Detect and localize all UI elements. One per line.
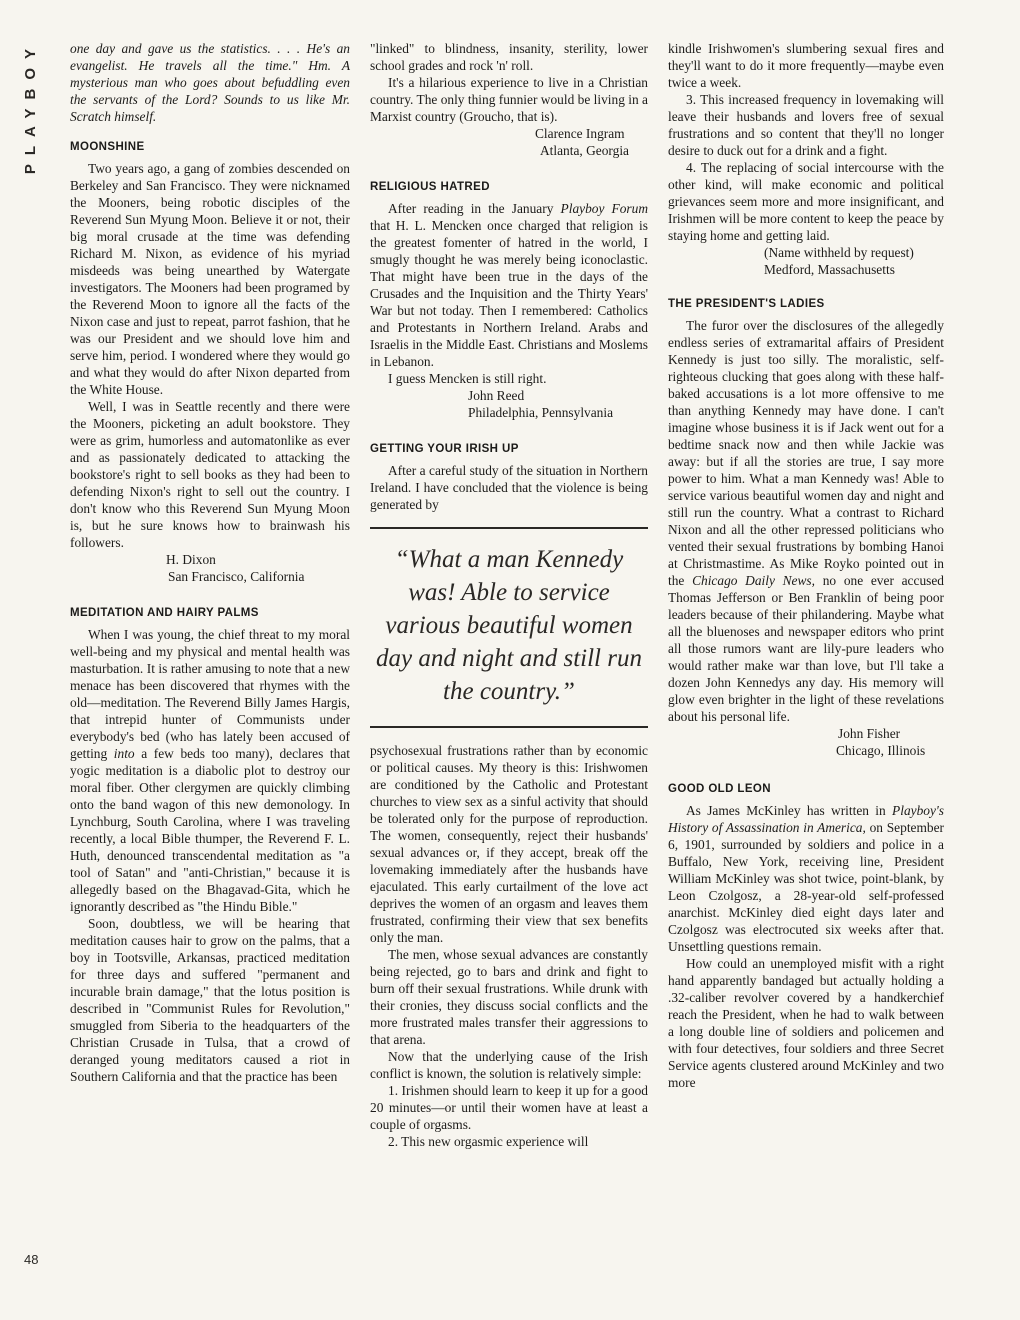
paragraph: Now that the underlying cause of the Irish conflict is known, the solution is relatively simple: (370, 1049, 648, 1081)
emphasis: into (113, 746, 135, 761)
paragraph: It's a hilarious experience to live in a Christian country. The only thing funnier would be living in a Marxist country (Groucho, that is). (370, 75, 648, 124)
intro-italic-note: one day and gave us the statistics. . . . He's an evangelist. He travels all the time." Hm. A mysterious man who goes about befuddling even the servants of the Lord? Sounds to us like Mr. Scratch himself. (70, 41, 350, 124)
signature-place: Philadelphia, Pennsylvania (468, 405, 614, 420)
paragraph: After a careful study of the situation in Northern Ireland. I have concluded that the violence is being generated by (370, 463, 648, 512)
text-run: no one ever accused Thomas Jefferson or Ben Franklin of being poor leaders because of their philandering. Maybe what all the bluenoses and newspaper editors who print all those rumors want are lily-pure leaders who would rather make war than love, but I'll take a dozen John Kennedys any day. His memory will glow even brighter in the light of these revelations about his personal life. (668, 573, 944, 724)
signature-block (70, 551, 350, 585)
heading-meditation: MEDITATION AND HAIRY PALMS (70, 607, 259, 619)
emphasis: Playboy's History of Assassination in America, (668, 803, 944, 835)
paragraph: psychosexual frustrations rather than by economic or political causes. My theory is this: Irishwomen are conditioned by the Catholic and Protestant churches to view sex as a sinful activity that should be tolerated only for the purpose of reproduction. The women, consequently, reject their husbands' sexual advances or, if they accept, break off the lovemaking immediately after the husbands have ejaculated. This early curtailment of the love act deprives the women of an orgasm and leaves them frustrated, confirming their view that sex benefits only the man. (370, 743, 648, 945)
signature-block (668, 244, 944, 278)
column-2 (370, 40, 648, 1150)
column-3 (668, 40, 944, 1091)
signature-block (370, 387, 648, 421)
paragraph: 2. This new orgasmic experience will (388, 1134, 589, 1149)
paragraph: "linked" to blindness, insanity, sterility, lower school grades and rock 'n' roll. (370, 41, 648, 73)
signature-block (668, 725, 944, 759)
paragraph (668, 802, 944, 955)
signature-name: John Reed (468, 388, 525, 403)
heading-presidents-ladies: THE PRESIDENT'S LADIES (668, 298, 825, 310)
paragraph: 4. The replacing of social intercourse with the other kind, will make economic and political grievances seem more and more insignificant, and Irishmen will be more content to keep the peace by staying home and getting laid. (668, 160, 944, 243)
signature-name: Clarence Ingram (535, 126, 625, 141)
paragraph: How could an unemployed misfit with a right hand apparently bandaged but actually holding a .32-caliber revolver covered by a handkerchief reach the President, when he had to walk between a long double line of soldiers and policemen and with four detectives, four soldiers and three Secret Service agents clustered around McKinley and two more (668, 956, 944, 1090)
heading-getting-your-irish-up: GETTING YOUR IRISH UP (370, 443, 519, 455)
paragraph (668, 317, 944, 725)
heading-religious-hatred: RELIGIOUS HATRED (370, 181, 490, 193)
paragraph: 1. Irishmen should learn to keep it up for a good 20 minutes—or until their women have at least a couple of orgasms. (370, 1083, 648, 1132)
heading-good-old-leon: GOOD OLD LEON (668, 783, 771, 795)
magazine-spine-title: PLAYBOY (22, 40, 39, 175)
text-run: The furor over the disclosures of the allegedly endless series of extramarital affairs of President Kennedy is just too silly. The moralistic, self-righteous clucking that goes along with these half-baked accusations is a lot more offensive to me than anything Kennedy may have done. I can't imagine whose business it is if Jack went out for a bedtime snack now and then while Jackie was away: but if all the stories are true, I say more power to him. What a man Kennedy was! Able to service various beautiful women day and night and still run the country. What a contrast to Richard Nixon and all the other repressed politicians who vented their sexual frustrations by bombing Hanoi at Christmastime. As Mike Royko pointed out in the (668, 318, 944, 588)
signature-block (370, 125, 648, 159)
signature-name: John Fisher (838, 726, 901, 741)
signature-place: Atlanta, Georgia (540, 143, 629, 158)
pull-quote: “What a man Kennedy was! Able to service various beautiful women day and night and still run the country.” (370, 527, 648, 728)
signature-place: San Francisco, California (168, 569, 305, 584)
paragraph: 3. This increased frequency in lovemaking will leave their husbands and lovers free of sexual frustrations and so content that they'll no longer desire to duck out for a drink and a fight. (668, 92, 944, 158)
text-run: As James McKinley has written in (686, 803, 893, 818)
paragraph: Soon, doubtless, we will be hearing that meditation causes hair to grow on the palms, that a boy in Tootsville, Arkansas, practiced meditation for three days and suffered "permanent and incurable brain damage," that the lotus position is described in "Communist Rules for Revolution," smuggled from Siberia to the headquarters of the Christian Crusade in Tulsa, that a crowd of deranged young meditators caused a riot in Southern California and that the practice has been (70, 916, 350, 1084)
emphasis: Playboy Forum (560, 201, 649, 216)
column-1 (70, 40, 350, 1085)
text-run: After reading in the January (388, 201, 561, 216)
signature-name: (Name withheld by request) (764, 245, 914, 260)
text-run: When I was young, the chief threat to my moral well-being and my physical and mental health was masturbation. It is rather amusing to note that a new menace has been discovered that rhymes with the old—meditation. The Reverend Billy James Hargis, that intrepid hunter of Communists under everybody's bed (who has lately been accused of getting (70, 627, 350, 761)
emphasis: Chicago Daily News, (692, 573, 815, 588)
signature-name: H. Dixon (166, 552, 216, 567)
text-run: a few beds too many), declares that yogic meditation is a diabolic plot to destroy our moral fiber. Other clergymen are quickly climbing onto the band wagon of this new demonology. In Lynchburg, South Carolina, where I was traveling recently, a local Bible thumper, the Reverend F. L. Huth, denounced transcendental meditation as "a tool of Satan" and "anti-Christian," because it is allegedly based on the Bhagavad-Gita, which he ignorantly described as "the Hindu Bible." (70, 746, 350, 914)
signature-place: Medford, Massachusetts (764, 262, 895, 277)
paragraph: The men, whose sexual advances are constantly being rejected, go to bars and drink and fight to burn off their sexual frustrations. While drunk with their cronies, they discuss social conflicts and the more frustrated males transfer their aggressions to that arena. (370, 947, 648, 1047)
paragraph: Two years ago, a gang of zombies descended on Berkeley and San Francisco. They were nicknamed the Mooners, being robotic disciples of the Reverend Sun Myung Moon. Believe it or not, their big moral crusade at the time was defending Richard M. Nixon, as evidence of his myriad misdeeds was being unearthed by Watergate investigators. The Mooners had been programed by the Reverend Moon to ignore all the facts of the Nixon case and just to repeat, parrot fashion, that he was our President and we should love him and serve him, period. I wondered where they would go and what they would do after Nixon departed from the White House. (70, 161, 350, 397)
paragraph (370, 200, 648, 370)
text-run: that H. L. Mencken once charged that religion is the greatest fomenter of hatred in the world, I smugly thought he was merely being iconoclastic. That might have been true in the days of the Crusades and the Inquisition and the Thirty Years' War but not today. Then I remembered: Catholics and Protestants in Northern Ireland. Arabs and Israelis in the Middle East. Christians and Moslems in Lebanon. (370, 218, 648, 369)
page-number: 48 (24, 1252, 39, 1267)
text-run: on September 6, 1901, surrounded by soldiers and police in a Buffalo, New York, receiving line, President William McKinley was shot twice, point-blank, by Leon Czolgosz, a 28-year-old self-professed anarchist. McKinley died eight days later and Czolgosz was electrocuted six weeks after that. Unsettling questions remain. (668, 820, 944, 954)
paragraph (70, 626, 350, 915)
heading-moonshine: MOONSHINE (70, 141, 145, 153)
signature-place: Chicago, Illinois (836, 743, 926, 758)
paragraph: kindle Irishwomen's slumbering sexual fires and they'll want to do it more frequently—maybe even twice a week. (668, 41, 944, 90)
paragraph: I guess Mencken is still right. (388, 371, 547, 386)
paragraph: Well, I was in Seattle recently and there were the Mooners, picketing an adult bookstore. They were as grim, humorless and automatonlike as ever and as passionately dedicated to attacking the bookstore's right to sell books as they had been to defending Nixon's right to sell out the country. I don't know who this Reverend Sun Myung Moon is, but he sure knows how to brainwash his followers. (70, 399, 350, 550)
